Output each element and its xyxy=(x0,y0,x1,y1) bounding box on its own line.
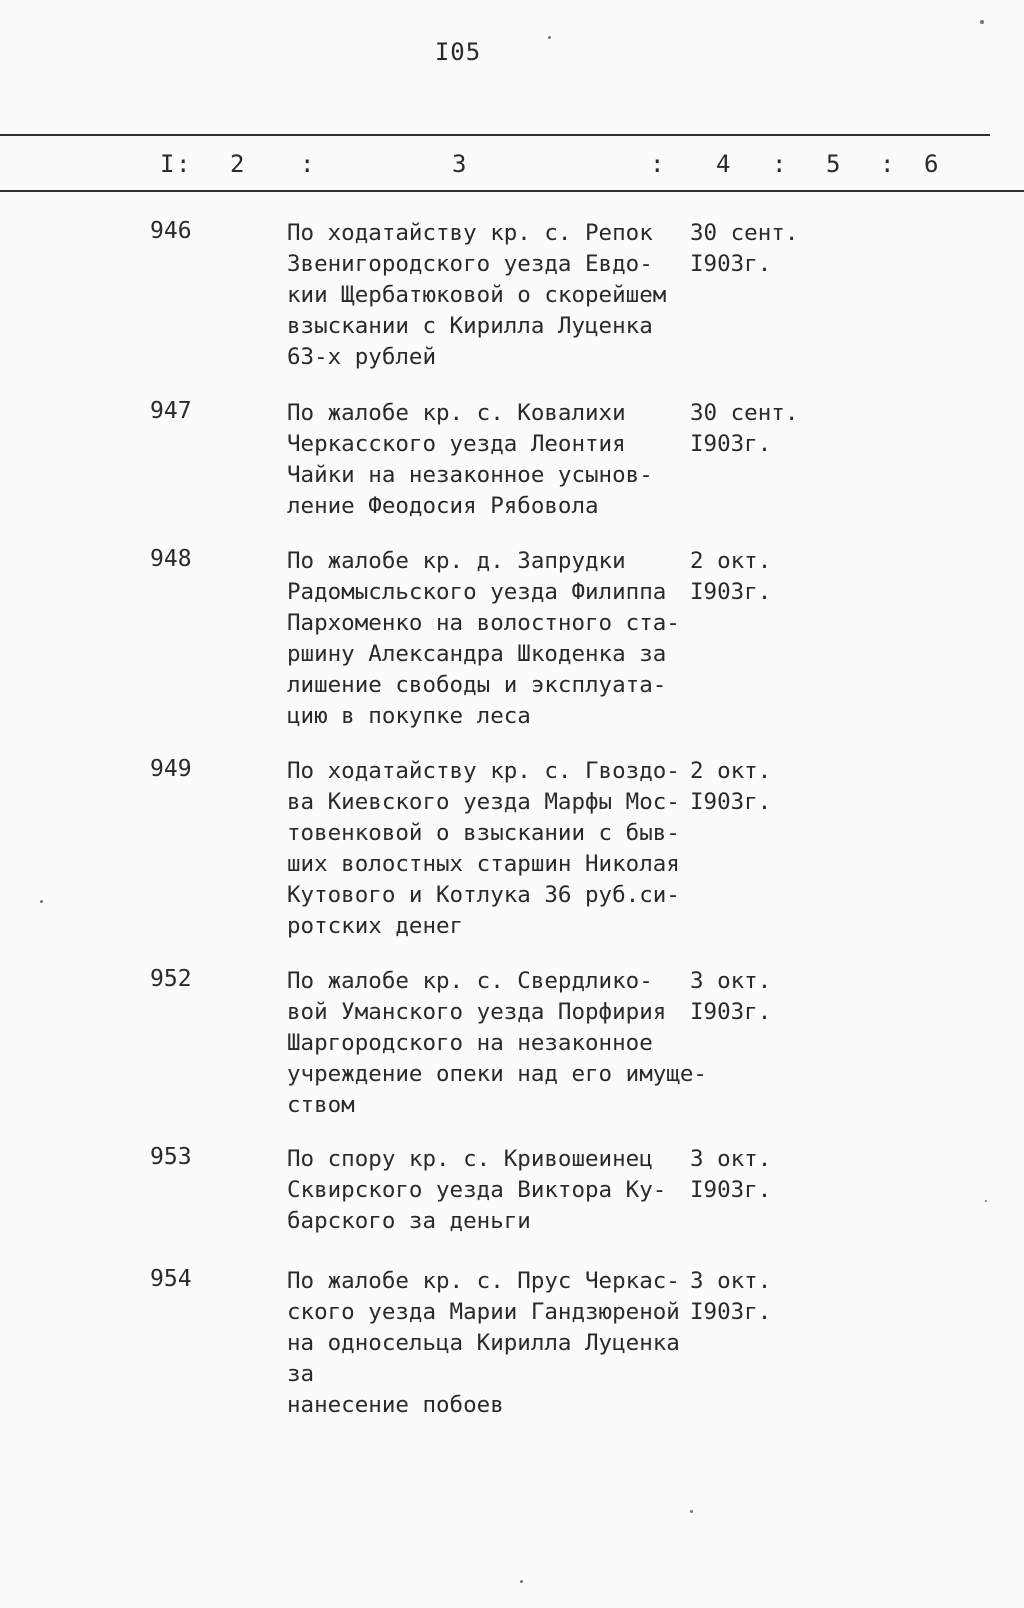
entry-number: 946 xyxy=(150,218,192,244)
scan-speck xyxy=(690,1510,693,1513)
entry-content: По жалобе кр. с. Прус Черкас- ского уезда Марии Гандзюреной на односельца Кирилла Луценка за нанесение побоев xyxy=(287,1268,680,1418)
scan-speck xyxy=(520,1580,523,1583)
entry-date: 2 окт. I903г. xyxy=(690,758,772,815)
scan-speck xyxy=(980,20,984,24)
header-top-rule xyxy=(0,134,990,136)
entry-content: По жалобе кр. с. Свердлико- вой Уманского уезда Порфирия Шаргородского на незаконное учреждение опеки над его имуще- ством xyxy=(287,968,707,1118)
column-header-5: 5 xyxy=(826,150,841,178)
entry-date: 3 окт. I903г. xyxy=(690,1268,772,1325)
column-separator: : xyxy=(772,150,787,178)
column-header-4: 4 xyxy=(716,150,731,178)
entry-number: 952 xyxy=(150,966,192,992)
entry-content: По ходатайству кр. с. Репок Звенигородского уезда Евдо- кии Щербатюковой о скорейшем взыскании с Кирилла Луценка 63-х рублей xyxy=(287,220,667,370)
entry-content: По ходатайству кр. с. Гвоздо- ва Киевского уезда Марфы Мос- товенковой о взыскании с быв- ших волостных старшин Николая Кутового и Котлука 36 руб.си- ротских денег xyxy=(287,758,680,939)
column-header-2: 2 xyxy=(230,150,245,178)
entry-date: 30 сент. I903г. xyxy=(690,220,799,277)
column-separator: : xyxy=(300,150,315,178)
entry-content: По жалобе кр. с. Ковалихи Черкасского уезда Леонтия Чайки на незаконное усынов- ление Феодосия Рябовола xyxy=(287,400,653,519)
header-bottom-rule xyxy=(0,190,1024,192)
entry-number: 949 xyxy=(150,756,192,782)
column-header-6: 6 xyxy=(924,150,939,178)
column-separator: : xyxy=(650,150,665,178)
entry-date: 2 окт. I903г. xyxy=(690,548,772,605)
entry-date: 3 окт. I903г. xyxy=(690,968,772,1025)
entry-number: 948 xyxy=(150,546,192,572)
column-separator: : xyxy=(176,150,191,178)
scan-speck xyxy=(548,36,551,39)
entry-date: 3 окт. I903г. xyxy=(690,1146,772,1203)
entry-content: По спору кр. с. Кривошеинец Сквирского уезда Виктора Ку- барского за деньги xyxy=(287,1146,667,1234)
entry-number: 953 xyxy=(150,1144,192,1170)
scan-speck xyxy=(985,1200,987,1202)
scan-speck xyxy=(40,900,43,903)
column-header-3: 3 xyxy=(452,150,467,178)
entry-date: 30 сент. I903г. xyxy=(690,400,799,457)
entry-content: По жалобе кр. д. Запрудки Радомысльского уезда Филиппа Пархоменко на волостного ста- ршину Александра Шкоденка за лишение свободы и эксплуата- цию в покупке леса xyxy=(287,548,680,729)
entry-number: 947 xyxy=(150,398,192,424)
column-separator: : xyxy=(880,150,895,178)
entry-number: 954 xyxy=(150,1266,192,1292)
page-number: I05 xyxy=(434,38,482,66)
column-header-1: I xyxy=(160,150,175,178)
